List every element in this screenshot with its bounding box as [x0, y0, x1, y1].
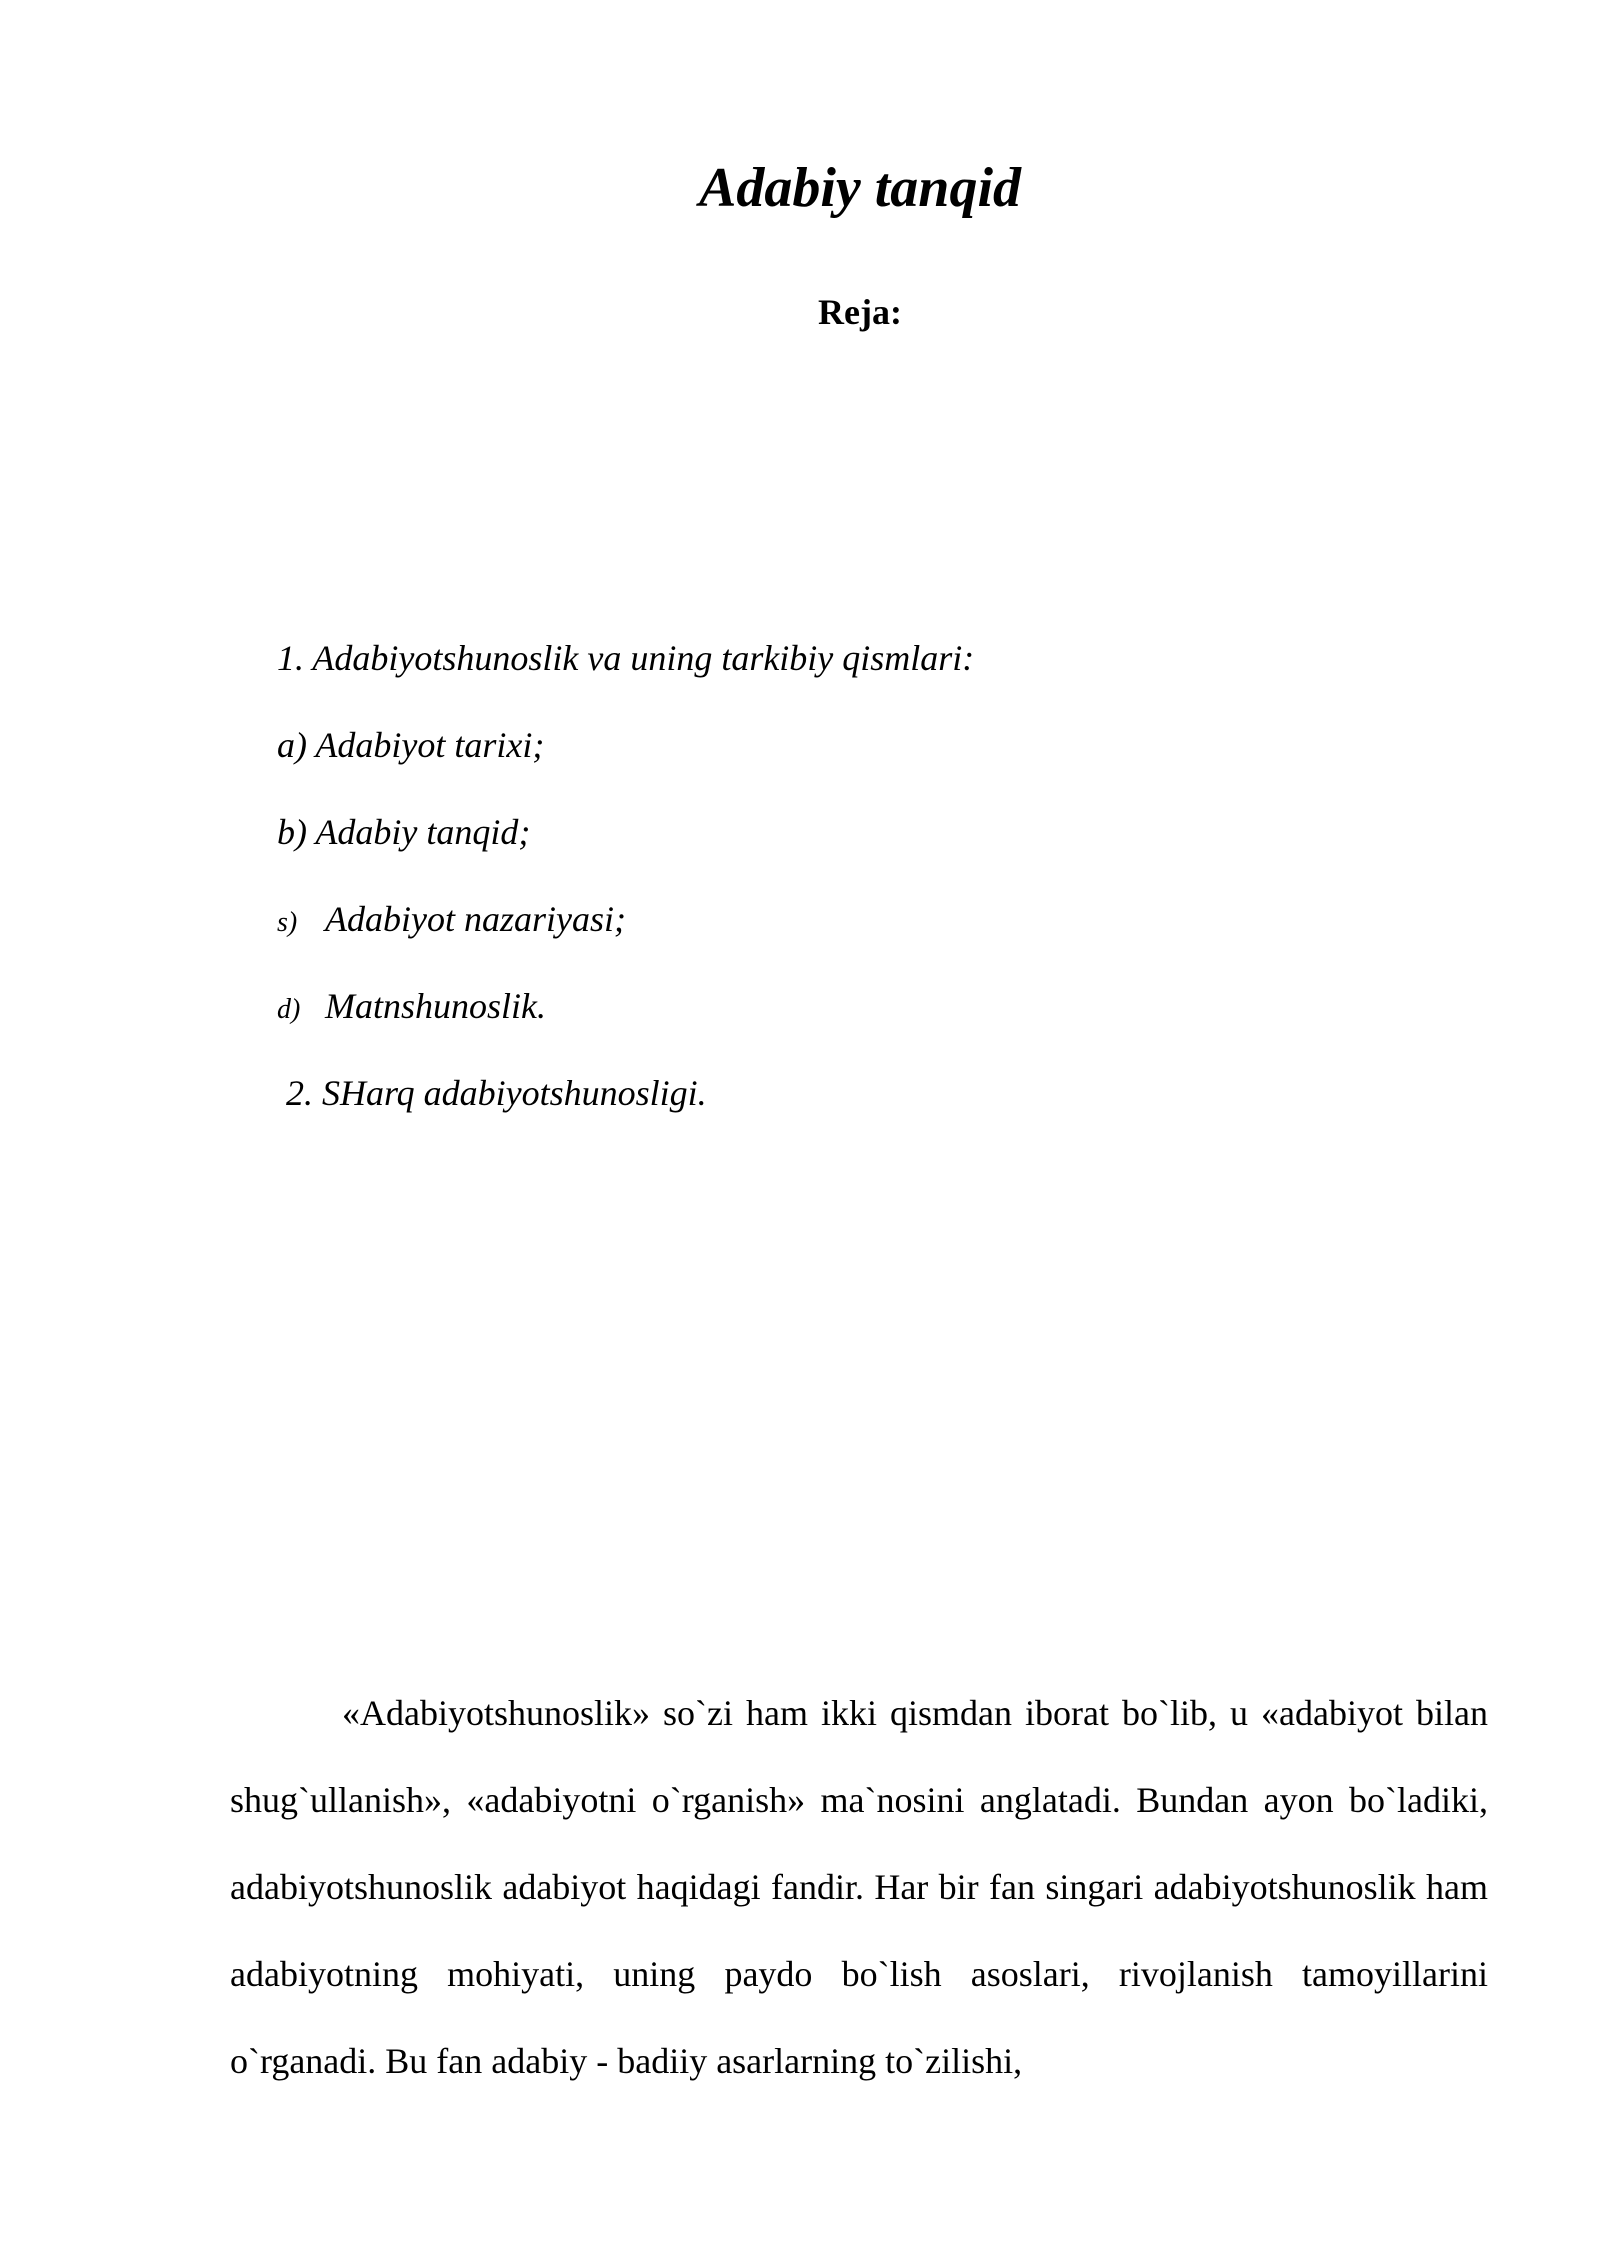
plan-item-text: Adabiyot nazariyasi;: [325, 899, 626, 939]
body-paragraph: «Adabiyotshunoslik» so`zi ham ikki qismdan iborat bo`lib, u «adabiyot bilan shug`ullanish», «adabiyotni o`rganish» ma`nosini anglatadi. Bundan ayon bo`ladiki, adabiyotshunoslik adabiyot haqidagi fandir. Har bir fan singari adabiyotshunoslik ham adabiyotning mohiyati, uning paydo bo`lish asoslari, rivojlanish tamoyillarini o`rganadi. Bu fan adabiy - badiiy asarlarning to`zilishi,: [230, 1693, 1488, 2081]
plan-item-a: [277, 723, 544, 767]
plan-item-d: [277, 984, 546, 1032]
plan-item-marker: s): [277, 907, 298, 938]
document-title: Adabiy tanqid: [698, 157, 1022, 219]
plan-item-s: [277, 897, 626, 945]
plan-item-text: SHarq adabiyotshunosligi.: [322, 1073, 707, 1113]
plan-item-text: Adabiy tanqid;: [315, 812, 531, 852]
plan-item-1: [277, 636, 974, 680]
plan-item-text: Adabiyotshunoslik va uning tarkibiy qismlari:: [312, 638, 975, 678]
plan-item-text: Matnshunoslik.: [325, 986, 546, 1026]
plan-item-marker: 2.: [286, 1073, 313, 1113]
plan-item-text: Adabiyot tarixi;: [315, 725, 545, 765]
plan-item-marker: b): [277, 812, 307, 852]
plan-item-marker: 1.: [277, 638, 304, 678]
plan-item-2: [286, 1071, 707, 1115]
plan-heading: Reja:: [818, 292, 902, 332]
plan-item-b: [277, 810, 530, 854]
plan-item-marker: d): [277, 994, 301, 1025]
plan-item-marker: a): [277, 725, 307, 765]
